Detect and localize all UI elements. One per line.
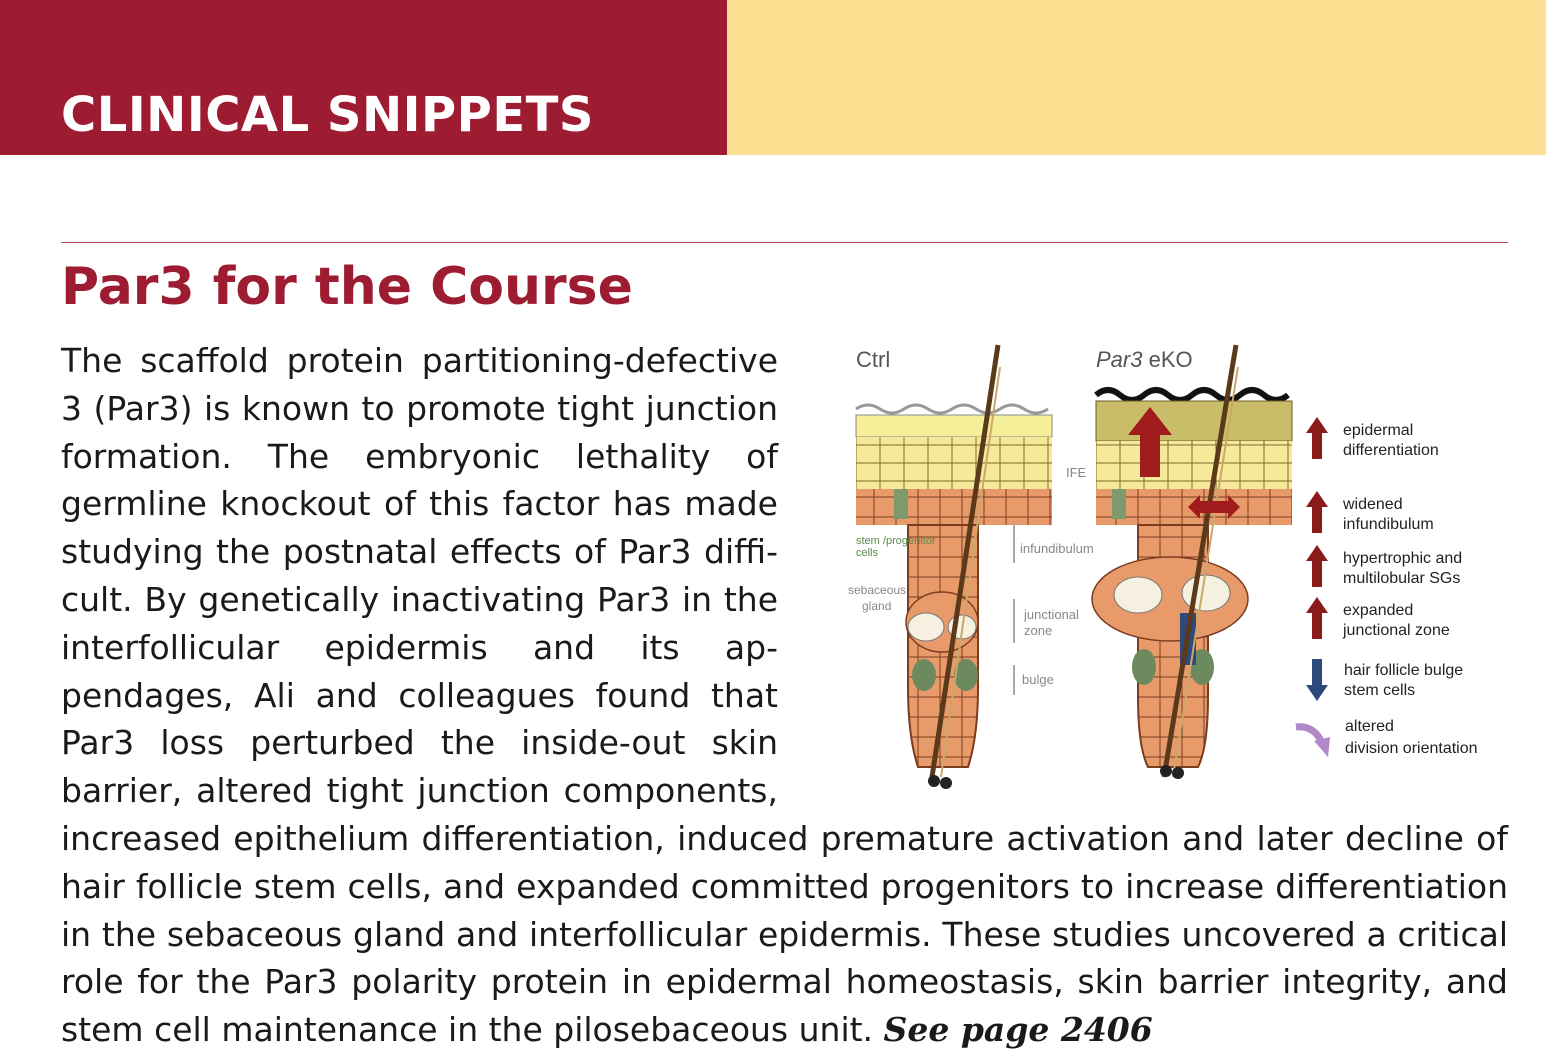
header-band-right — [727, 0, 1546, 155]
legend-3-line-1: hypertrophic and — [1343, 550, 1463, 567]
eko-label-rest: eKO — [1142, 347, 1193, 372]
bulge-label: bulge — [1022, 672, 1054, 687]
legend-up-arrow-icon-1 — [1306, 417, 1328, 459]
article-body — [61, 337, 1508, 1054]
stem-label-2: cells — [856, 547, 879, 559]
sebaceous-label-2: gland — [862, 599, 892, 613]
article-body-text: The scaffold protein partitioning-defective 3 (Par3) is known to promote tight junction formation. The embryonic lethality of germline knockout of this factor has made studying the postnatal effects of Par3 difficult. By genetically inactivating Par3 in the interfollicular epidermis and its appendages, Ali and colleagues found that Par3 loss perturbed the inside-out skin barrier, altered tight junction components, increased epithelium differentiation, induced premature activation and later decline of hair follicle stem cells, and expanded committed progenitors to increase differentiation in the sebaceous gland and interfollicular epidermis. These studies uncovered a critical role for the Par3 polarity protein in epidermal homeostasis, skin barrier integrity, and stem cell maintenance in the pilosebaceous unit. — [61, 341, 1508, 1050]
legend-down-arrow-icon — [1306, 659, 1328, 701]
legend-up-arrow-icon-2 — [1306, 491, 1328, 533]
divider-rule — [61, 242, 1508, 243]
legend-5-line-1: hair follicle bulge — [1344, 662, 1464, 679]
sebaceous-label-1: sebaceous — [848, 583, 907, 597]
legend-6-line-2: division orientation — [1345, 740, 1478, 757]
junctional-label-1: junctional — [1024, 607, 1079, 622]
junctional-label-2: zone — [1024, 623, 1053, 638]
ctrl-skin-diagram — [856, 345, 1052, 789]
legend-6-line-1: altered — [1345, 718, 1394, 735]
legend-1-line-2: differentiation — [1343, 442, 1439, 459]
ife-label: IFE — [1066, 465, 1087, 480]
legend-3-line-2: multilobular SGs — [1343, 570, 1461, 587]
hair-follicle-figure — [808, 337, 1508, 807]
eko-skin-diagram — [1092, 345, 1292, 779]
legend — [1296, 417, 1478, 757]
infundibulum-label: infundibulum — [1020, 541, 1094, 556]
article-title: Par3 for the Course — [61, 257, 633, 317]
ctrl-label: Ctrl — [856, 347, 891, 372]
figure-illustration — [808, 337, 1508, 807]
legend-2-line-1: widened — [1343, 496, 1403, 513]
see-page-reference: See page 2406 — [883, 1010, 1153, 1050]
legend-up-arrow-icon-4 — [1306, 597, 1328, 639]
eko-label — [1096, 347, 1193, 372]
legend-4-line-1: expanded — [1343, 602, 1414, 619]
legend-4-line-2: junctional zone — [1343, 622, 1450, 639]
eko-label-italic: Par3 — [1096, 347, 1143, 372]
section-label: CLINICAL SNIPPETS — [61, 87, 594, 143]
legend-up-arrow-icon-3 — [1306, 545, 1328, 587]
stem-label-1: stem /progenitor — [856, 535, 936, 547]
legend-5-line-2: stem cells — [1344, 682, 1416, 699]
legend-1-line-1: epidermal — [1343, 422, 1414, 439]
legend-2-line-2: infundibulum — [1343, 516, 1434, 533]
